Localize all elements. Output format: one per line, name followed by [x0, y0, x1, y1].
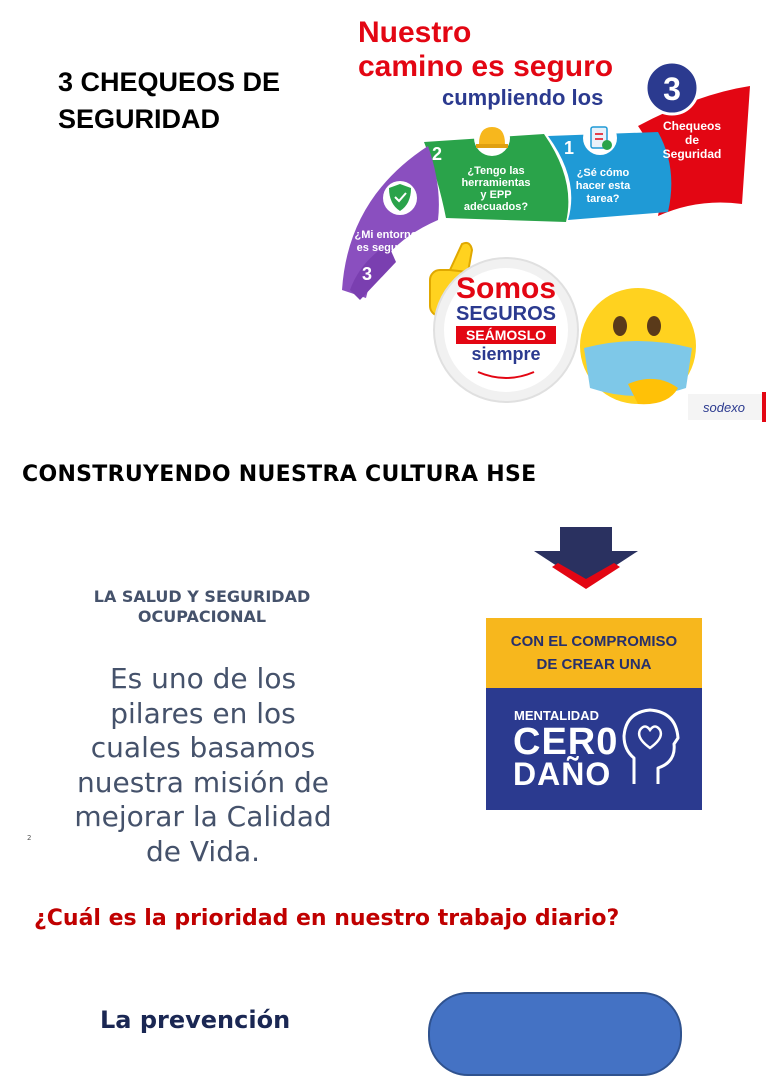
svg-text:tarea?: tarea? — [586, 193, 620, 205]
svg-text:Seguridad: Seguridad — [662, 147, 722, 161]
infographic-heading-2: camino es seguro — [358, 50, 614, 83]
svg-text:Somos: Somos — [455, 272, 557, 305]
svg-text:¿Mi entorno: ¿Mi entorno — [354, 229, 418, 241]
svg-text:herramientas: herramientas — [461, 177, 531, 189]
slide2-subtitle: LA SALUD Y SEGURIDAD OCUPACIONAL — [93, 587, 311, 626]
svg-text:adecuados?: adecuados? — [463, 201, 529, 213]
slide2-title: CONSTRUYENDO NUESTRA CULTURA HSE — [22, 462, 537, 487]
svg-text:hacer esta: hacer esta — [575, 180, 631, 192]
slide3-answer: La prevención — [100, 1006, 291, 1034]
svg-text:de: de — [684, 133, 700, 147]
svg-text:sodexo: sodexo — [703, 400, 745, 415]
badge-cero-label: CER0 — [513, 721, 619, 763]
somos-seguros-seal — [434, 258, 578, 402]
svg-text:SEÁMOSLO: SEÁMOSLO — [465, 327, 547, 343]
badge-mentalidad-label: MENTALIDAD — [514, 708, 599, 723]
svg-text:Chequeos: Chequeos — [662, 119, 722, 133]
head-heart-icon — [618, 704, 680, 786]
badge-commitment-text: CON EL COMPROMISO DE CREAR UNA — [486, 618, 702, 688]
slide3-question: ¿Cuál es la prioridad en nuestro trabajo diario? — [34, 906, 620, 931]
step3-shape — [342, 146, 439, 298]
sodexo-logo — [688, 392, 766, 422]
badge-dano-label: DAÑO — [513, 756, 612, 792]
badge-mentalidad-panel — [486, 688, 702, 810]
svg-text:2: 2 — [432, 144, 443, 164]
svg-text:siempre: siempre — [471, 344, 541, 364]
cero-dano-badge — [486, 618, 702, 810]
svg-text:3: 3 — [663, 71, 681, 107]
svg-text:es seguro?: es seguro? — [356, 242, 416, 254]
hard-hat-icon — [474, 120, 510, 156]
svg-text:¿Tengo las: ¿Tengo las — [467, 165, 525, 177]
masked-emoji-icon — [580, 288, 696, 404]
safety-checks-infographic — [338, 8, 768, 424]
svg-text:3: 3 — [362, 264, 373, 284]
shield-check-icon — [383, 181, 417, 215]
svg-text:¿Sé cómo: ¿Sé cómo — [576, 167, 630, 179]
infographic-heading-3: cumpliendo los — [442, 85, 604, 110]
svg-text:1: 1 — [564, 138, 575, 158]
down-arrow-icon — [534, 527, 638, 589]
svg-text:y EPP: y EPP — [480, 189, 512, 201]
slide-number: 2 — [27, 834, 32, 842]
infographic-heading-1: Nuestro — [358, 16, 472, 49]
slide1-title: 3 CHEQUEOS DE SEGURIDAD — [58, 67, 281, 134]
slide3-rounded-shape — [428, 992, 682, 1076]
checklist-icon — [583, 121, 617, 155]
svg-text:SEGUROS: SEGUROS — [455, 303, 557, 325]
slide2-body-text: Es uno de los pilares en los cuales basamos nuestra misión de mejorar la Calidad de Vida. — [74, 662, 332, 868]
